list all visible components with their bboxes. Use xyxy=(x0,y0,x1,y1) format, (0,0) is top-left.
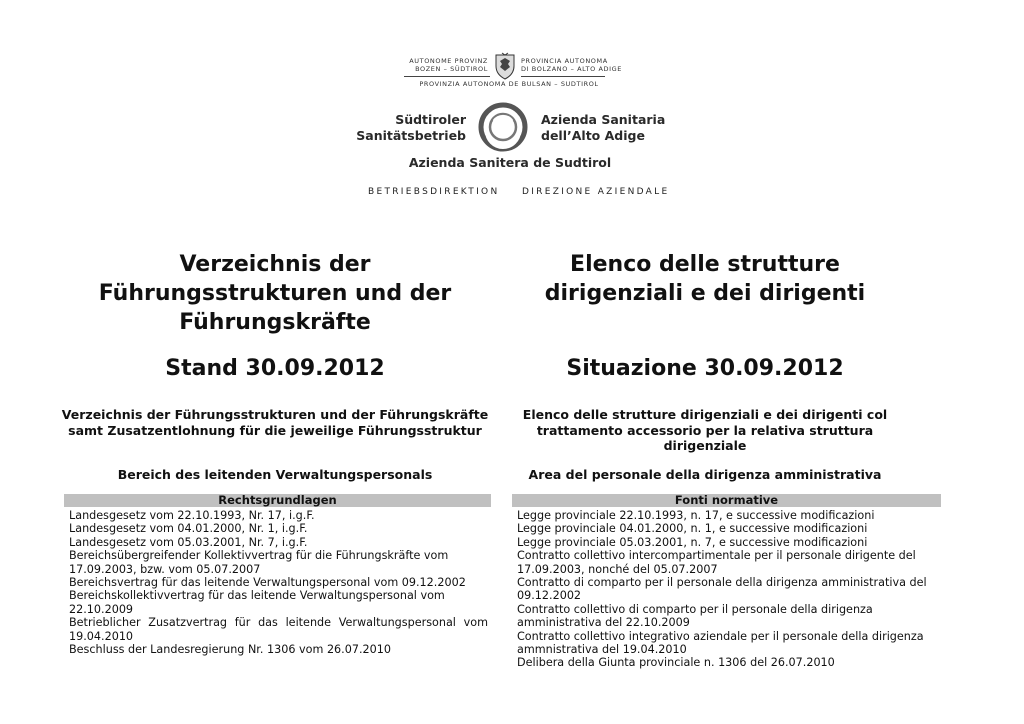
province-it-line2: DI BOLZANO – ALTO ADIGE xyxy=(521,65,622,73)
subtitle-it-line2: trattamento accessorio per la relativa struttura xyxy=(536,422,874,438)
list-item: Legge provinciale 05.03.2001, n. 7, e successive modificazioni xyxy=(517,535,868,549)
department-de: BETRIEBSDIREKTION xyxy=(368,187,500,197)
health-authority-logo-icon xyxy=(473,101,533,153)
subtitle-it xyxy=(490,407,920,454)
list-item: Bereichsübergreifender Kollektivvertrag für die Führungskräfte vom xyxy=(69,549,449,563)
letterhead xyxy=(0,0,1024,205)
list-item: 22.10.2009 xyxy=(69,602,134,616)
title-de-line2: Führungsstrukturen und der xyxy=(98,281,452,306)
title-it-line1: Elenco delle strutture xyxy=(570,252,840,277)
subtitle-de-line1: Verzeichnis der Führungsstrukturen und der Führungskräfte xyxy=(61,407,489,422)
province-de-line1: AUTONOME PROVINZ xyxy=(409,57,488,65)
list-item: Legge provinciale 22.10.1993, n. 17, e successive modificazioni xyxy=(517,509,875,522)
list-item: Beschluss der Landesregierung Nr. 1306 vom 26.07.2010 xyxy=(69,643,391,657)
subtitle-de-line2: samt Zusatzentlohnung für die jeweilige Führungsstruktur xyxy=(68,422,482,438)
org-name-it xyxy=(541,112,681,144)
legal-basis-list-de xyxy=(69,509,488,656)
page-title-it xyxy=(490,250,920,308)
org-it-line1: Azienda Sanitaria xyxy=(541,112,666,127)
legal-basis-header-it: Fonti normative xyxy=(512,494,941,507)
org-it-line2: dell’Alto Adige xyxy=(541,128,645,143)
list-item: Bereichskollektivvertrag für das leitende Verwaltungspersonal vom xyxy=(69,589,445,603)
province-name-it xyxy=(521,57,631,73)
subtitle-de xyxy=(60,407,490,438)
title-de-line1: Verzeichnis der xyxy=(179,252,371,277)
list-item: Bereichsvertrag für das leitende Verwaltungspersonal vom 09.12.2002 xyxy=(69,576,466,590)
list-item: Landesgesetz vom 05.03.2001, Nr. 7, i.g.F. xyxy=(69,535,308,549)
legal-basis-header-de: Rechtsgrundlagen xyxy=(64,494,491,507)
list-item: amministrativa del 22.10.2009 xyxy=(517,616,690,630)
status-date-it: Situazione 30.09.2012 xyxy=(566,356,844,381)
list-item: ammnistrativa del 19.04.2010 xyxy=(517,643,687,657)
legal-basis-list-it xyxy=(517,509,941,670)
list-item: 19.04.2010 xyxy=(69,629,134,643)
province-de-line2: BOZEN – SÜDTIROL xyxy=(415,65,488,73)
page-title-de xyxy=(60,250,490,337)
org-de-line2: Sanitätsbetrieb xyxy=(356,128,466,143)
org-name-de xyxy=(340,112,466,144)
title-de-line3: Führungskräfte xyxy=(179,310,371,335)
divider xyxy=(521,76,605,77)
subtitle-it-line1: Elenco delle strutture dirigenziali e dei dirigenti col xyxy=(522,407,888,422)
area-de: Bereich des leitenden Verwaltungspersonals xyxy=(117,467,433,482)
list-item: Legge provinciale 04.01.2000, n. 1, e successive modificazioni xyxy=(517,522,868,536)
list-item: Betrieblicher Zusatzvertrag für das leitende Verwaltungspersonal vom xyxy=(69,616,488,630)
subtitle-it-line3: dirigenziale xyxy=(663,438,747,453)
list-item: 17.09.2003, nonché del 05.07.2007 xyxy=(517,562,718,576)
province-name-de xyxy=(404,57,488,73)
province-it-line1: PROVINCIA AUTONOMA xyxy=(521,57,608,65)
province-name-lad: PROVINZIA AUTONOMA DE BULSAN – SUDTIROL xyxy=(419,80,599,88)
list-item: Landesgesetz vom 04.01.2000, Nr. 1, i.g.F. xyxy=(69,522,308,536)
department-it: DIREZIONE AZIENDALE xyxy=(522,187,670,197)
list-item: Contratto collettivo integrativo aziendale per il personale della dirigenza xyxy=(517,629,924,643)
area-it: Area del personale della dirigenza amministrativa xyxy=(528,467,882,482)
list-item: 17.09.2003, bzw. vom 05.07.2007 xyxy=(69,562,261,576)
coat-of-arms-icon xyxy=(493,52,517,80)
divider xyxy=(404,76,490,77)
title-it-line2: dirigenziali e dei dirigenti xyxy=(544,281,866,306)
list-item: Landesgesetz vom 22.10.1993, Nr. 17, i.g.F. xyxy=(69,509,315,522)
list-item: Delibera della Giunta provinciale n. 1306 del 26.07.2010 xyxy=(517,656,835,670)
org-de-line1: Südtiroler xyxy=(395,112,466,127)
status-date-de: Stand 30.09.2012 xyxy=(165,356,385,381)
list-item: Contratto collettivo intercompartimentale per il personale dirigente del xyxy=(517,549,916,563)
list-item: Contratto di comparto per il personale della dirigenza amministrativa del xyxy=(517,576,927,590)
list-item: 09.12.2002 xyxy=(517,589,582,603)
org-name-lad: Azienda Sanitera de Sudtirol xyxy=(408,155,612,170)
list-item: Contratto collettivo di comparto per il personale della dirigenza xyxy=(517,602,873,616)
